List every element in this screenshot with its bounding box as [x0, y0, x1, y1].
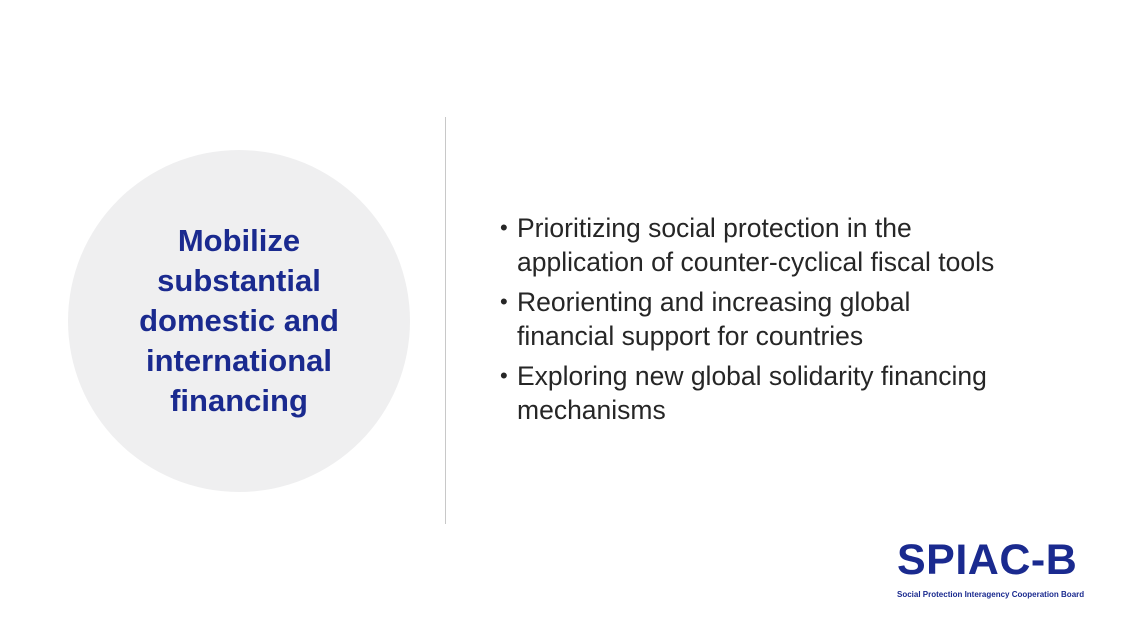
- circle-title-line: substantial: [157, 263, 321, 298]
- bullet-dot-icon: •: [500, 289, 508, 314]
- bullet-line: application of counter-cyclical fiscal tools: [517, 247, 995, 277]
- bullet-item: [500, 359, 1060, 427]
- bullet-line: financial support for countries: [517, 321, 864, 351]
- circle-title-line: Mobilize: [177, 223, 301, 258]
- bullet-line: Exploring new global solidarity financing: [517, 361, 987, 391]
- bullet-line: Reorienting and increasing global: [517, 287, 911, 317]
- circle-title-line: domestic and: [139, 303, 339, 338]
- bullet-list: [500, 211, 1060, 433]
- circle-title-line: financing: [170, 383, 308, 418]
- spiac-b-logo: [895, 536, 1095, 600]
- bullet-item: [500, 285, 1060, 353]
- bullet-item: [500, 211, 1060, 279]
- bullet-dot-icon: •: [500, 215, 508, 240]
- bullet-line: Prioritizing social protection in the: [517, 213, 912, 243]
- bullet-dot-icon: •: [500, 363, 508, 388]
- logo-tagline: Social Protection Interagency Cooperation Board: [897, 590, 1085, 599]
- circle-title: [119, 221, 359, 421]
- bullet-line: mechanisms: [517, 395, 666, 425]
- title-circle: [68, 150, 410, 492]
- circle-title-line: international: [145, 343, 332, 378]
- vertical-divider: [445, 117, 446, 524]
- logo-wordmark: SPIAC-B: [897, 536, 1078, 584]
